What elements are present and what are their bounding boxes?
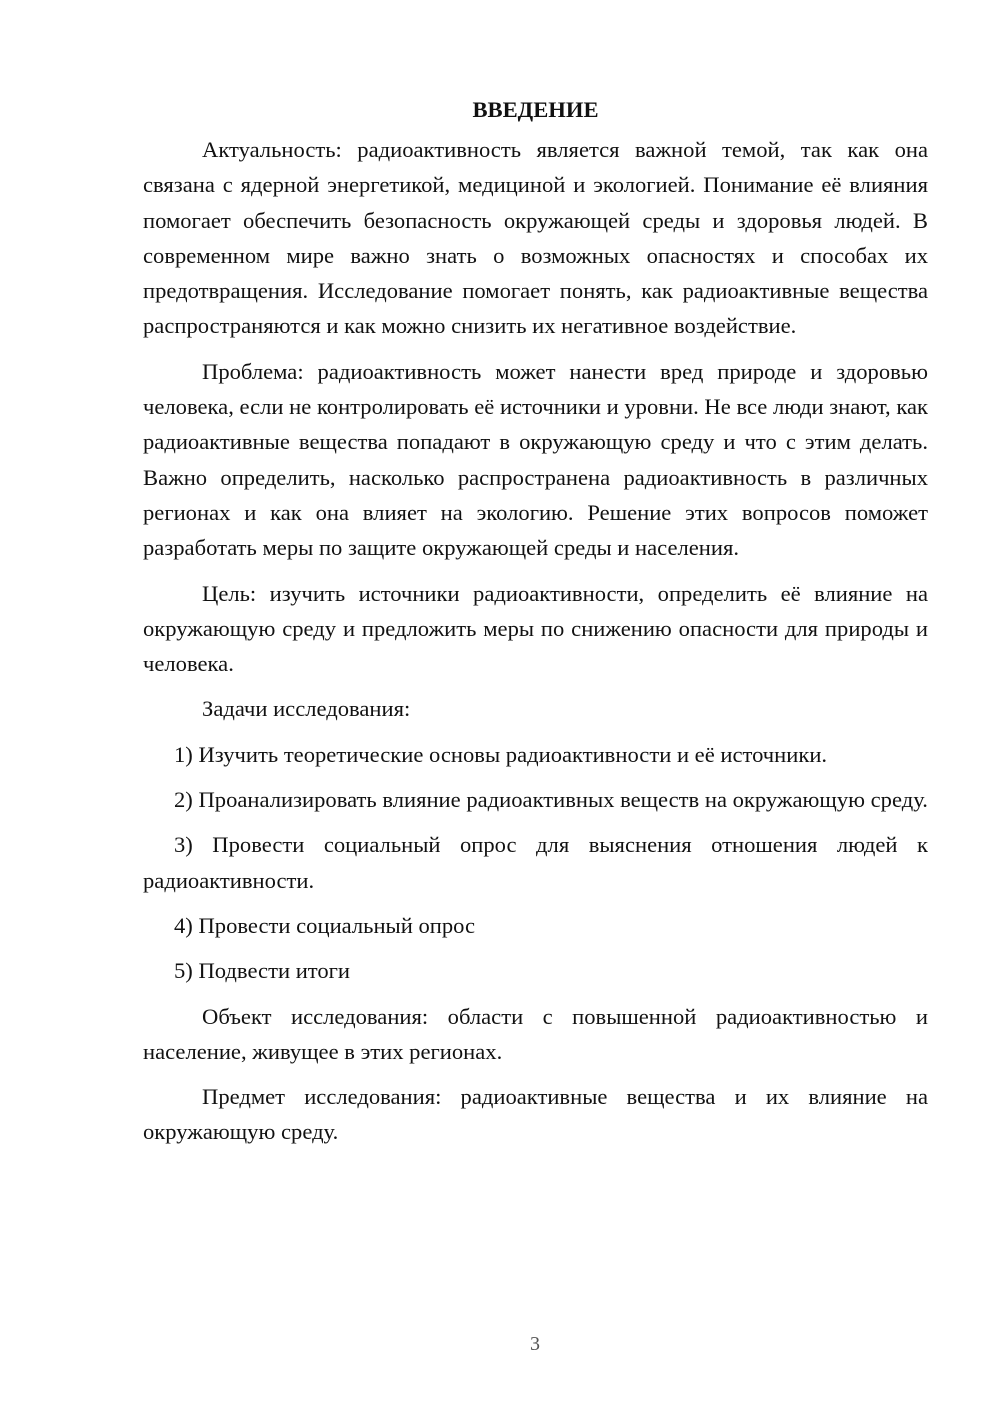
task-item: 2) Проанализировать влияние радиоактивных веществ на окружающую среду. xyxy=(174,787,928,813)
task-item: 3) Провести социальный опрос для выяснения отношения людей к радиоактивности. xyxy=(143,832,928,893)
section-heading: ВВЕДЕНИЕ xyxy=(472,97,599,122)
problem-paragraph: Проблема: радиоактивность может нанести вред природе и здоровью человека, если не контролировать её источники и уровни. Не все люди знают, как радиоактивные вещества попадают в окружающую среду и что с этим делать. Важно определить, насколько распространена радиоактивность в различных регионах и как она влияет на экологию. Решение этих вопросов поможет разработать меры по защите окружающей среды и населения. xyxy=(143,358,928,561)
page-number: 3 xyxy=(530,1333,540,1355)
subject-paragraph: Предмет исследования: радиоактивные вещества и их влияние на окружающую среду. xyxy=(143,1084,928,1145)
object-paragraph: Объект исследования: области с повышенной радиоактивностью и население, живущее в этих регионах. xyxy=(143,1003,928,1064)
tasks-heading: Задачи исследования: xyxy=(202,696,411,722)
relevance-paragraph: Актуальность: радиоактивность является важной темой, так как она связана с ядерной энергетикой, медициной и экологией. Понимание её влияния помогает обеспечить безопасность окружающей среды и здоровья людей. В современном мире важно знать о возможных опасностях и способах их предотвращения. Исследование помогает понять, как радиоактивные вещества распространяются и как можно снизить их негативное воздействие. xyxy=(143,137,928,339)
task-item: 4) Провести социальный опрос xyxy=(174,912,476,938)
task-item: 5) Подвести итоги xyxy=(174,958,351,984)
task-item: 1) Изучить теоретические основы радиоактивности и её источники. xyxy=(174,741,828,767)
goal-paragraph: Цель: изучить источники радиоактивности, определить её влияние на окружающую среду и предложить меры по снижению опасности для природы и человека. xyxy=(143,580,928,677)
document-body xyxy=(143,92,928,1160)
